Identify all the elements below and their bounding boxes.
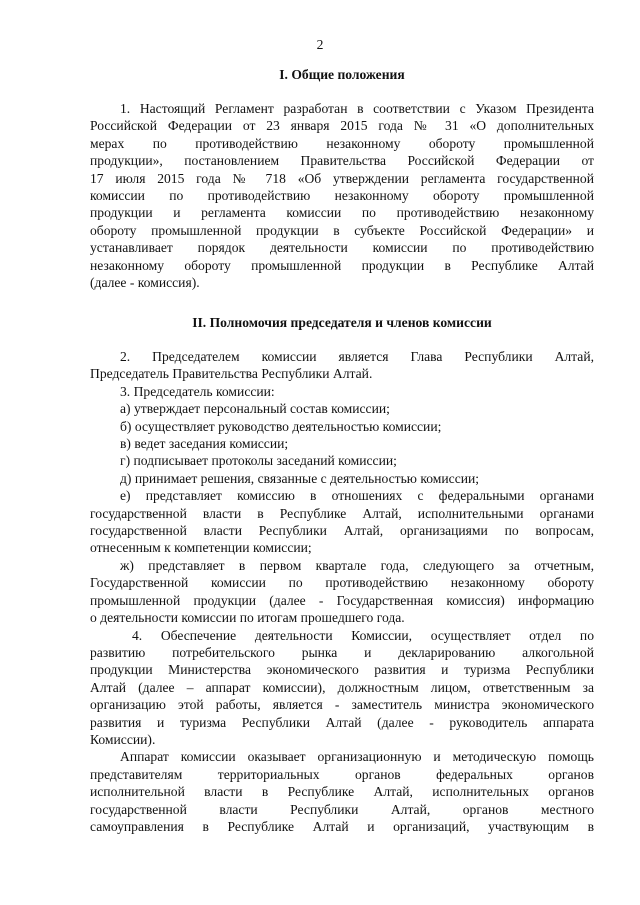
text-line: продукции», постановлением Правительства Российской Федерации от (90, 153, 594, 169)
page-number: 2 (316, 37, 324, 52)
text-line: продукции и регламента комиссии по противодействию незаконному (90, 205, 594, 221)
text-line: самоуправления в Республике Алтай и организаций, участвующим в (90, 818, 594, 834)
text-line: Алтай (далее – аппарат комиссии), должностным лицом, ответственным за (90, 679, 594, 695)
text-line: о деятельности комиссии по итогам прошедшего года. (90, 610, 405, 626)
text-line: 3. Председатель комиссии: (120, 383, 275, 399)
list-item: а) утверждает персональный состав комиссии; (120, 401, 390, 417)
text-line: представителям территориальных органов федеральных органов (90, 766, 594, 782)
text-line: ж) представляет в первом квартале года, следующего за отчетным, (120, 557, 594, 573)
text-line: (далее - комиссия). (90, 275, 200, 291)
text-line: е) представляет комиссию в отношениях с федеральными органами (120, 488, 594, 504)
text-line: 17 июля 2015 года № 718 «Об утверждении регламента государственной (90, 170, 594, 186)
text-line: промышленной продукции (далее - Государственная комиссия) информацию (90, 592, 594, 608)
text-line: устанавливает порядок деятельности комиссии по противодействию (90, 240, 594, 256)
text-line: организацию этой работы, является - заместитель министра экономического (90, 697, 594, 713)
text-line: Аппарат комиссии оказывает организационную и методическую помощь (120, 749, 594, 765)
section-1-heading: I. Общие положения (279, 67, 405, 82)
text-line: 4. Обеспечение деятельности Комиссии, осуществляет отдел по (132, 627, 594, 643)
list-item: г) подписывает протоколы заседаний комиссии; (120, 453, 397, 469)
list-item: в) ведет заседания комиссии; (120, 436, 289, 452)
text-line: мерах по противодействию незаконному обороту промышленной (90, 135, 594, 151)
text-line: государственной власти в Республике Алтай, исполнительными органами (90, 505, 594, 521)
text-line: государственной власти Республики Алтай, органов местного (90, 801, 594, 817)
text-line: развитию потребительского рынка и декларированию алкогольной (90, 644, 594, 660)
text-line: незаконному обороту промышленной продукции в Республике Алтай (90, 257, 594, 273)
text-line: 2. Председателем комиссии является Глава Республики Алтай, (120, 349, 594, 364)
text-line: продукции Министерства экономического развития и туризма Республики (90, 662, 594, 678)
list-item: д) принимает решения, связанные с деятельностью комиссии; (120, 470, 480, 486)
text-line: 1. Настоящий Регламент разработан в соответствии с Указом Президента (120, 101, 594, 116)
section-2-heading: II. Полномочия председателя и членов комиссии (192, 315, 492, 330)
text-line: развития и туризма Республики Алтай (далее - руководитель аппарата (90, 714, 594, 730)
text-line: Российской Федерации от 23 января 2015 года № 31 «О дополнительных (90, 118, 594, 134)
text-line: государственной власти Республики Алтай, организациями по вопросам, (90, 523, 594, 539)
text-line: отнесенным к компетенции комиссии; (90, 540, 312, 556)
text-line: Государственной комиссии по противодействию незаконному обороту (90, 575, 594, 591)
list-item: б) осуществляет руководство деятельностью комиссии; (120, 418, 442, 434)
section-2-body (90, 348, 594, 835)
paragraph-1 (90, 100, 594, 291)
text-line: обороту промышленной продукции в субъекте Российской Федерации» и (90, 222, 594, 238)
text-line: Комиссии). (90, 731, 156, 747)
text-line: комиссии по противодействию незаконному обороту промышленной (90, 188, 594, 204)
text-line: Председатель Правительства Республики Алтай. (90, 366, 373, 382)
text-line: исполнительной власти в Республике Алтай, исполнительных органов (90, 784, 594, 800)
